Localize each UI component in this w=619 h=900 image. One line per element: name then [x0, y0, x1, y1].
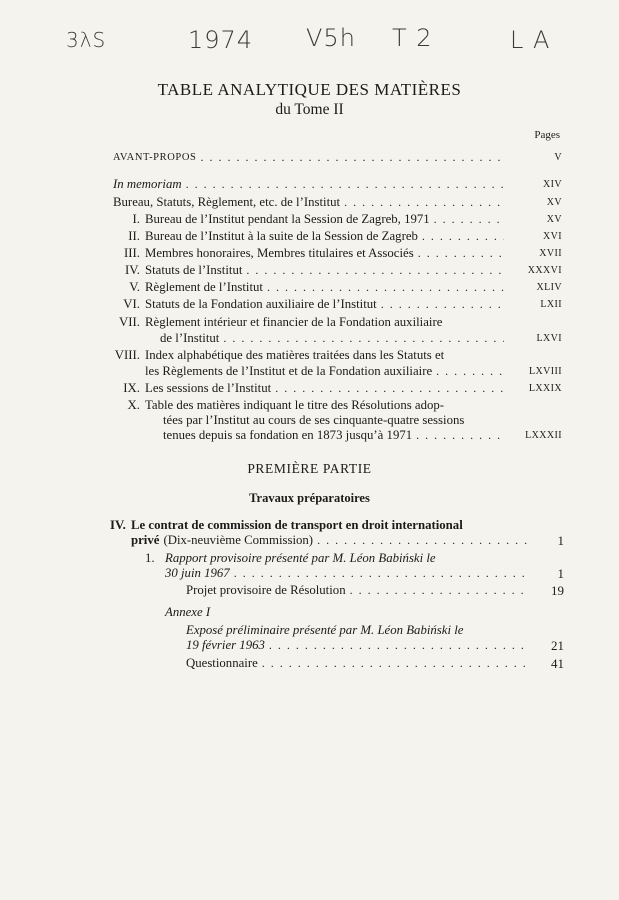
toc-entry [145, 212, 508, 228]
entry-page: XVI [543, 231, 562, 242]
pages-column-label: Pages [534, 129, 560, 141]
part-heading: PREMIÈRE PARTIE [247, 461, 372, 476]
handwritten-mark: 1974 [188, 26, 254, 54]
toc-entry [160, 331, 508, 347]
entry-text-line: Rapport provisoire présenté par M. Léon Babiński le [165, 551, 436, 565]
entry-text: Projet provisoire de Résolution [186, 583, 346, 597]
entry-text: Bureau, Statuts, Règlement, etc. de l’Institut [113, 195, 341, 209]
entry-number: VI. [123, 297, 140, 311]
toc-entry [145, 381, 508, 397]
entry-page: XIV [543, 179, 562, 190]
page-subtitle: du Tome II [275, 101, 344, 118]
handwritten-mark: V5h [306, 24, 356, 52]
entry-text: 30 juin 1967 [165, 566, 230, 580]
toc-entry [145, 297, 508, 313]
entry-text: (Dix-neuvième Commission) [163, 533, 314, 547]
annex-label: Annexe I [165, 605, 211, 619]
handwritten-mark: L A [510, 26, 551, 54]
entry-text: tenues depuis sa fondation en 1873 jusqu’à 1971 [163, 428, 413, 442]
entry-text: les Règlements de l’Institut et de la Fondation auxiliaire [145, 364, 433, 378]
entry-number: III. [124, 246, 140, 260]
entry-text: Membres honoraires, Membres titulaires et Associés [145, 246, 414, 260]
toc-entry [145, 229, 508, 245]
entry-number: 1. [145, 551, 155, 565]
entry-text: Questionnaire [186, 656, 258, 670]
toc-entry [145, 364, 508, 380]
toc-entry [113, 195, 508, 211]
entry-page: XVII [539, 248, 562, 259]
toc-entry [145, 263, 508, 279]
toc-entry [131, 533, 531, 549]
part-subheading: Travaux préparatoires [249, 491, 370, 505]
toc-entry [186, 583, 531, 599]
toc-entry [145, 246, 508, 262]
entry-number: IX. [123, 381, 140, 395]
toc-entry [186, 656, 531, 672]
entry-page: XV [546, 214, 562, 225]
entry-text-line: Index alphabétique des matières traitées dans les Statuts et [145, 348, 445, 362]
entry-page: LXII [540, 299, 562, 310]
entry-page: 1 [557, 566, 564, 581]
entry-page: 41 [551, 656, 564, 671]
entry-number: VII. [119, 315, 140, 329]
toc-entry [113, 177, 508, 193]
entry-page: LXXIX [528, 383, 562, 394]
entry-page: 21 [551, 638, 564, 653]
entry-number: X. [127, 398, 140, 412]
entry-page: LXXXII [525, 430, 562, 441]
toc-entry [165, 566, 531, 582]
page-title: TABLE ANALYTIQUE DES MATIÈRES [157, 80, 462, 99]
entry-text: Statuts de la Fondation auxiliaire de l’Institut [145, 297, 377, 311]
entry-text-line: Exposé préliminaire présenté par M. Léon Babiński le [186, 623, 464, 637]
entry-text-line: Table des matières indiquant le titre des Résolutions adop- [145, 398, 445, 412]
entry-text-line: Règlement intérieur et financier de la Fondation auxiliaire [145, 315, 443, 329]
entry-text: de l’Institut [160, 331, 220, 345]
entry-page: LXVIII [529, 366, 562, 377]
entry-text-line: tées par l’Institut au cours de ses cinquante-quatre sessions [163, 413, 465, 427]
entry-number: VIII. [114, 348, 140, 362]
toc-entry [163, 428, 508, 444]
entry-text: Bureau de l’Institut pendant la Session de Zagreb, 1971 [145, 212, 430, 226]
toc-entry [113, 150, 508, 166]
entry-page: XLIV [536, 282, 562, 293]
entry-text: Statuts de l’Institut [145, 263, 243, 277]
entry-page: 1 [557, 533, 564, 548]
entry-text-line: Le contrat de commission de transport en droit international [131, 518, 463, 532]
entry-number: V. [129, 280, 140, 294]
handwritten-mark: 3λS [66, 28, 107, 52]
entry-text: Règlement de l’Institut [145, 280, 263, 294]
entry-text: Bureau de l’Institut à la suite de la Session de Zagreb [145, 229, 418, 243]
entry-number: IV. [124, 263, 140, 277]
toc-entry [186, 638, 531, 654]
entry-number: IV. [110, 518, 126, 532]
entry-page: LXVI [536, 333, 562, 344]
entry-number: I. [132, 212, 140, 226]
entry-text: In memoriam [113, 177, 182, 191]
entry-page: V [554, 152, 562, 163]
entry-text: AVANT-PROPOS [113, 152, 197, 163]
entry-page: XV [546, 197, 562, 208]
entry-text: Les sessions de l’Institut [145, 381, 272, 395]
entry-page: XXXVI [527, 265, 562, 276]
entry-text: 19 février 1963 [186, 638, 265, 652]
entry-number: II. [128, 229, 140, 243]
toc-entry [145, 280, 508, 296]
handwritten-mark: T 2 [392, 24, 433, 52]
entry-page: 19 [551, 583, 564, 598]
entry-text-bold: privé [131, 533, 160, 547]
